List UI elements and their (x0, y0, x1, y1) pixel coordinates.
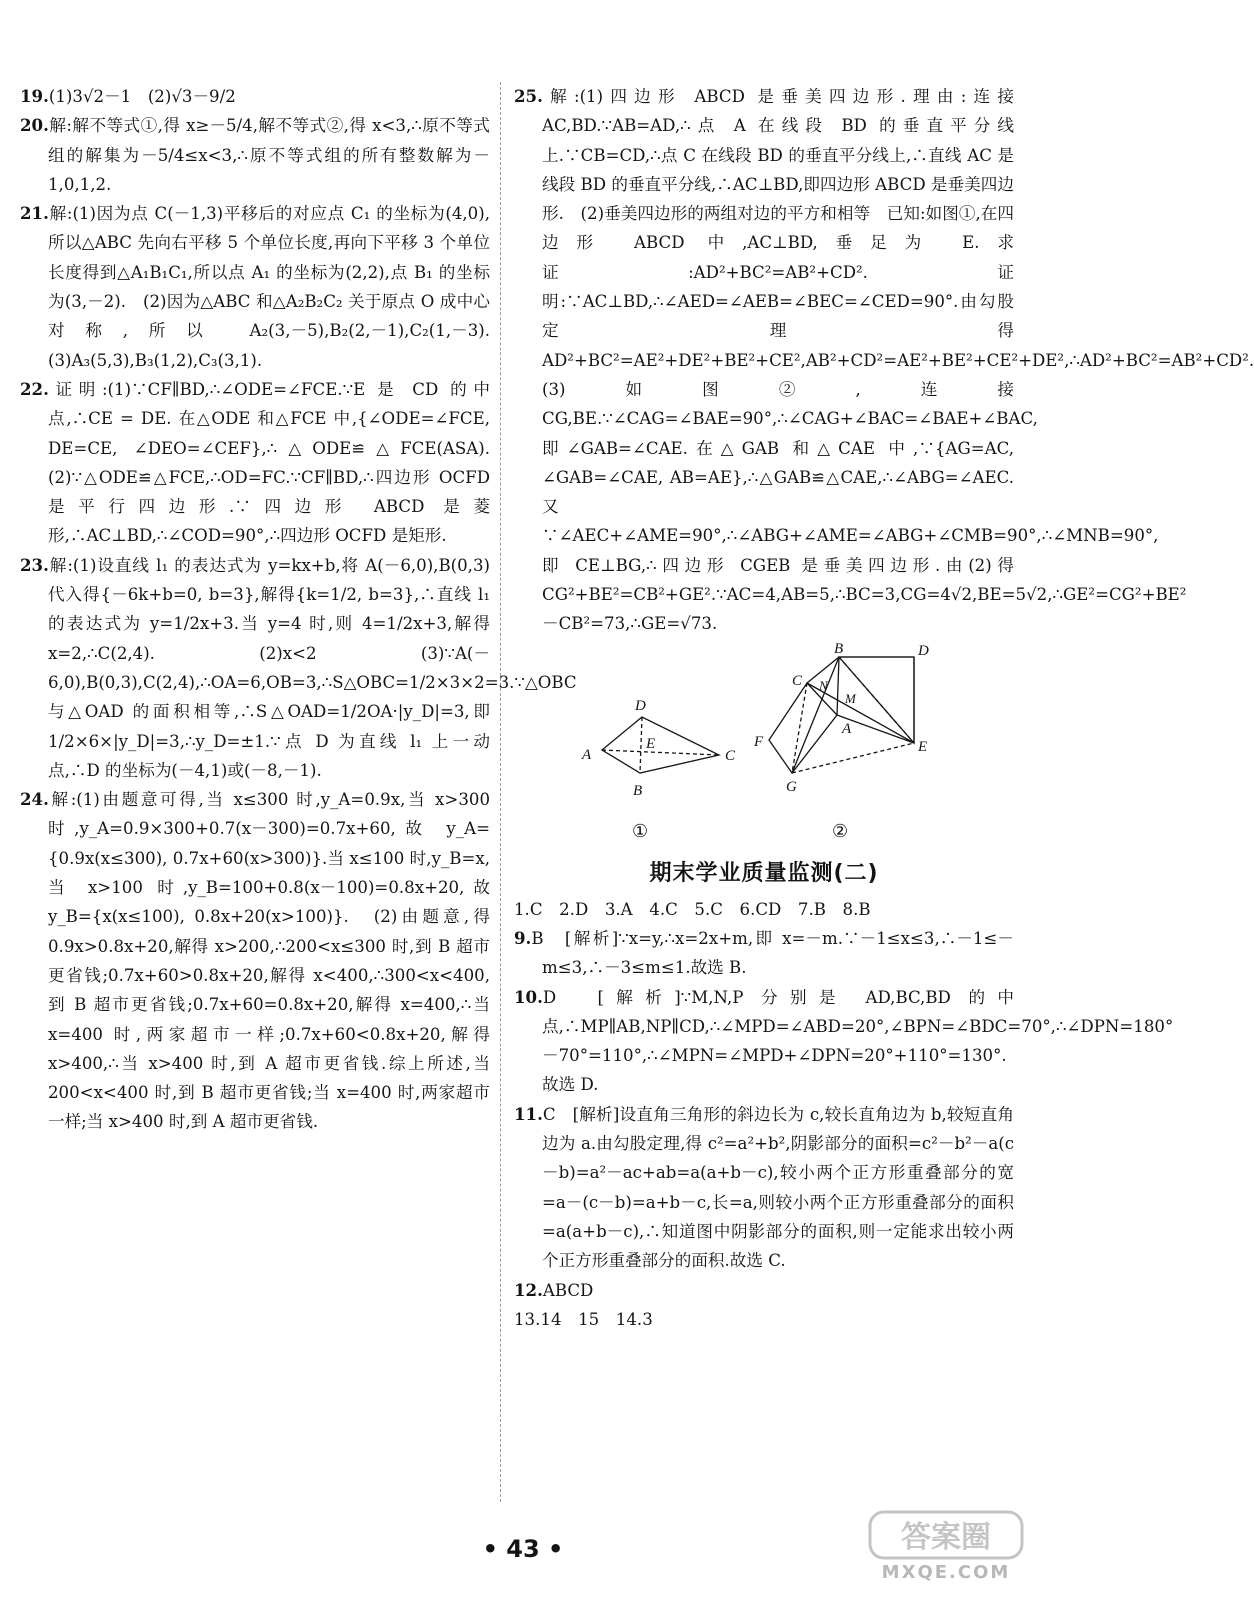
page-number: • 43 • (482, 1535, 564, 1563)
section-title: 期末学业质量监测(二) (649, 860, 879, 886)
geometry-figures (514, 640, 1014, 855)
watermark-logo-icon (868, 1508, 1024, 1562)
answer-19: 19.(1)3√2－1 (2)√3－9/2 (20, 86, 236, 106)
column-divider (500, 82, 501, 1502)
figure-1 (602, 717, 719, 773)
fig1-label-a: A (582, 746, 592, 763)
answer-24: 24.解:(1)由题意可得,当 x≤300 时,y_A=0.9x,当 x>300 时,y_A=0.9×300+0.7(x－300)=0.7x+60,故 y_A={0.9x(x≤300), 0.7x+60(x>300)}.当 x≤100 时,y_B=x,当 x>100 时,y_B=100+0.8(x－100)=0.8x+20,故 y_B={x(x≤100), 0.8x+20(x>100)}. (2)由题意,得 0.9x>0.8x+20,解得 x>200,∴200<x≤300 时,到 B 超市更省钱;0.7x+60>0.8x+20,解得 x<400,∴300<x<400,到 B 超市更省钱;0.7x+60=0.8x+20,解得 x=400,∴当 x=400 时,两家超市一样;0.7x+60<0.8x+20,解得 x>400,∴当 x>400 时,到 A 超市更省钱.综上所述,当 200<x<400 时,到 B 超市更省钱;当 x=400 时,两家超市一样;当 x>400 时,到 A 超市更省钱. (20, 789, 490, 1132)
fig2-label-c: C (792, 672, 803, 689)
fig2-label-f: F (754, 733, 764, 750)
right-column (514, 82, 1254, 1334)
fig2-edge-ba (837, 657, 839, 715)
fig2-edge-cg (792, 683, 807, 773)
fig2-label-g: G (786, 778, 797, 795)
answer-21: 21.解:(1)因为点 C(－1,3)平移后的对应点 C₁ 的坐标为(4,0),所以△ABC 先向右平移 5 个单位长度,再向下平移 3 个单位长度得到△A₁B₁C₁,所以点 A₁ 的坐标为(2,2),点 B₁ 的坐标为(3,－2). (2)因为△ABC 和△A₂B₂C₂ 关于原点 O 成中心对称,所以 A₂(3,－5),B₂(2,－1),C₂(1,－3). (3)A₃(5,3),B₃(1,2),C₃(3,1). (20, 203, 507, 370)
svg-text:答案圈: 答案圈 (901, 1520, 991, 1555)
fig2-label-a: A (842, 720, 852, 737)
fig1-label-e: E (646, 735, 656, 752)
answer-20: 20.解:解不等式①,得 x≥－5/4,解不等式②,得 x<3,∴原不等式组的解集为－5/4≤x<3,∴原不等式组的所有整数解为－1,0,1,2. (20, 115, 490, 194)
answer-22: 22.证明:(1)∵CF∥BD,∴∠ODE=∠FCE.∵E 是 CD 的中点,∴CE = DE. 在△ODE 和△FCE 中,{∠ODE=∠FCE, DE=CE, ∠DEO=∠CEF},∴△ODE≌△FCE(ASA).(2)∵△ODE≌△FCE,∴OD=FC.∵CF∥BD,∴四边形 OCFD 是平行四边形.∵四边形 ABCD 是菱形,∴AC⊥BD,∴∠COD=90°,∴四边形 OCFD 是矩形. (20, 378, 490, 546)
fig1-diagonal-bd (640, 717, 642, 773)
figure-2 (769, 657, 914, 773)
fig2-caption: ② (832, 820, 849, 841)
figure-2-labels (753, 641, 929, 841)
fig1-quadrilateral (602, 717, 719, 773)
answer-9: 9.B [解析]∵x=y,∴x=2x+m,即 x=－m.∵－1≤x≤3,∴－1≤－m≤3,∴－3≤m≤1.故选 B. (514, 927, 1014, 978)
left-column (20, 82, 577, 1137)
geometry-figures-svg (514, 640, 1014, 855)
fig1-label-d: D (635, 697, 646, 714)
answers-13-14: 13.14 15 14.3 (514, 1309, 653, 1329)
fig1-diagonal-ac (602, 750, 719, 755)
watermark (858, 1508, 1034, 1592)
answer-10: 10.D [解析]∵M,N,P 分别是 AD,BC,BD 的中点,∴MP∥AB,NP∥CD,∴∠MPD=∠ABD=20°,∠BPN=∠BDC=70°,∴∠DPN=180°－70°=110°,∴∠MPN=∠MPD+∠DPN=20°+110°=130°.故选 D. (514, 986, 1174, 1095)
fig2-label-b: B (834, 640, 844, 657)
answer-25: 25.解:(1)四边形 ABCD 是垂美四边形.理由:连接 AC,BD.∵AB=AD,∴点 A 在线段 BD 的垂直平分线上.∵CB=CD,∴点 C 在线段 BD 的垂直平分线上,∴直线 AC 是线段 BD 的垂直平分线,∴AC⊥BD,即四边形 ABCD 是垂美四边形. (2)垂美四边形的两组对边的平方和相等 已知:如图①,在四边形 ABCD 中,AC⊥BD,垂足为 E.求证:AD²+BC²=AB²+CD².证明:∵AC⊥BD,∴∠AED=∠AEB=∠BEC=∠CED=90°.由勾股定理得 AD²+BC²=AE²+DE²+BE²+CE²,AB²+CD²=AE²+BE²+CE²+DE²,∴AD²+BC²=AB²+CD². (3)如图②,连接 CG,BE.∵∠CAG=∠BAE=90°,∴∠CAG+∠BAC=∠BAE+∠BAC,即∠GAB=∠CAE.在△GAB 和△CAE 中,∵{AG=AC, ∠GAB=∠CAE, AB=AE},∴△GAB≌△CAE,∴∠ABG=∠AEC.又∵∠AEC+∠AME=90°,∴∠ABG+∠AME=∠ABG+∠CMB=90°,∴∠MNB=90°,即 CE⊥BG,∴四边形 CGEB 是垂美四边形.由(2)得 CG²+BE²=CB²+GE².∵AC=4,AB=5,∴BC=3,CG=4√2,BE=5√2,∴GE²=CG²+BE²－CB²=73,∴GE=√73. (514, 86, 1254, 634)
answer-12: 12.ABCD (514, 1279, 594, 1300)
answer-11: 11.C [解析]设直角三角形的斜边长为 c,较长直角边为 b,较短直角边为 a.由勾股定理,得 c²=a²+b²,阴影部分的面积=c²－b²－a(c－b)=a²－ac+ab=a(a+b－c),较小两个正方形重叠部分的宽=a－(c－b)=a+b－c,长=a,则较小两个正方形重叠部分的面积=a(a+b－c),∴知道图中阴影部分的面积,则一定能求出较小两个正方形重叠部分的面积.故选 C. (514, 1103, 1014, 1271)
fig2-edge-ge (792, 743, 914, 773)
fig2-square-cagf (769, 683, 837, 773)
fig2-label-n: N (819, 677, 828, 693)
figure-1-labels (581, 698, 736, 841)
choice-answers-1-8: 1.C 2.D 3.A 4.C 5.C 6.CD 7.B 8.B (514, 899, 871, 919)
answer-23: 23.解:(1)设直线 l₁ 的表达式为 y=kx+b,将 A(－6,0),B(0,3)代入得{－6k+b=0, b=3},解得{k=1/2, b=3},∴直线 l₁ 的表达式为 y=1/2x+3.当 y=4 时,则 4=1/2x+3,解得 x=2,∴C(2,4). (2)x<2 (3)∵A(－6,0),B(0,3),C(2,4),∴OA=6,OB=3,∴S△OBC=1/2×3×2=3.∵△OBC 与△OAD 的面积相等,∴S△OAD=1/2OA·|y_D|=3,即 1/2×6×|y_D|=3,∴y_D=±1.∵点 D 为直线 l₁ 上一动点,∴D 的坐标为(－4,1)或(－8,－1). (20, 554, 577, 780)
fig2-label-e: E (918, 738, 928, 755)
fig1-label-b: B (633, 782, 643, 799)
fig2-label-m: M (845, 690, 856, 706)
fig2-label-d: D (918, 642, 929, 659)
fig1-label-c: C (725, 747, 736, 764)
watermark-site: MXQE.COM (881, 1562, 1011, 1583)
fig1-caption: ① (632, 820, 649, 841)
